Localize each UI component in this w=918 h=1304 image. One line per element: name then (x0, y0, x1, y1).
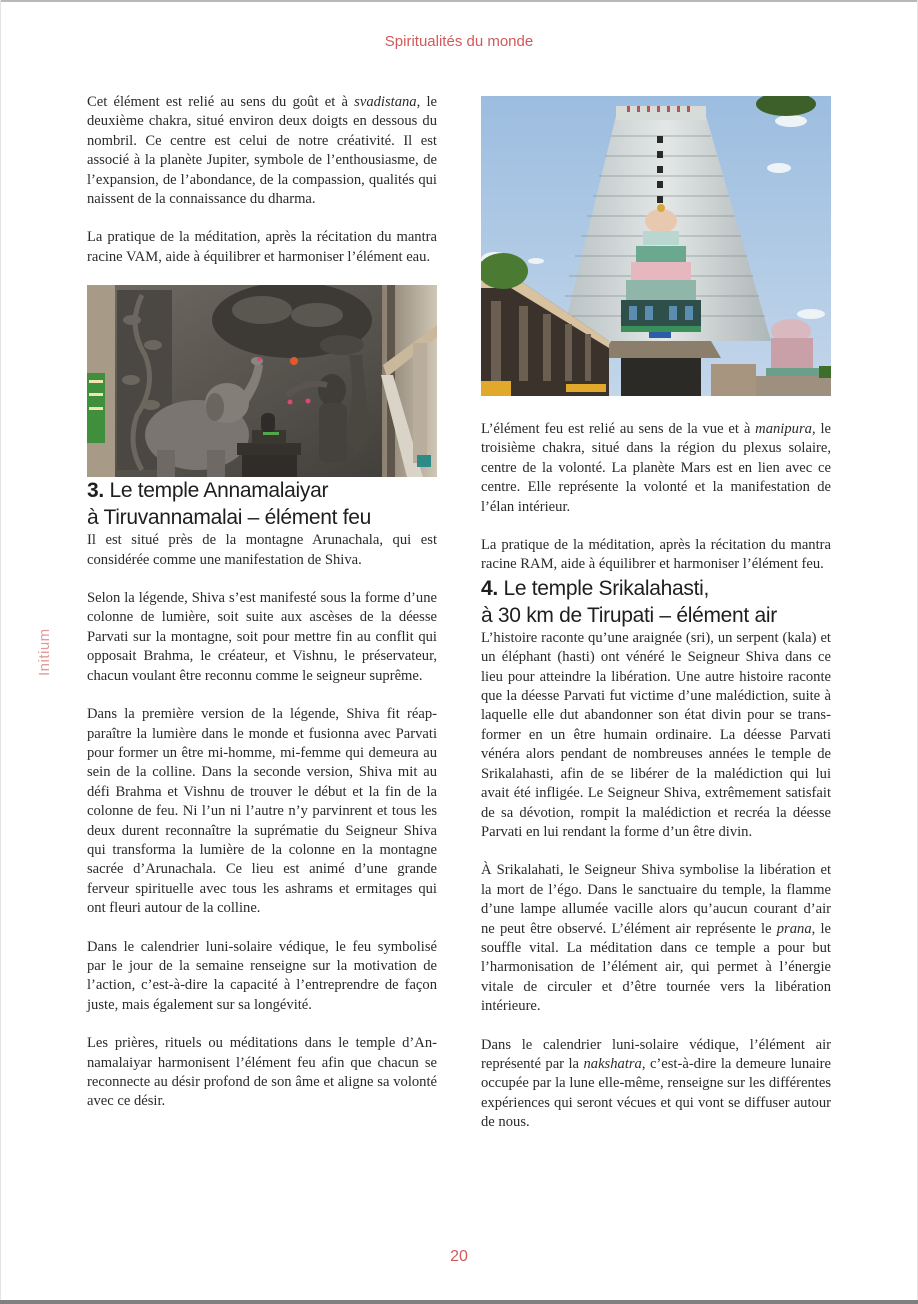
paragraph-vedic-calendar-fire: Dans le calendrier luni-solaire védique, le feu symbolisé par le jour de la semaine renseigne sur la motivation de l’action, c’est-à-dire la capacité à l’entreprendre de façon juste, mais également sur sa longévité. (87, 938, 437, 1013)
paragraph-prana: À Srikalahati, le Seigneur Shiva symbolise la libération et la mort de l’égo. Dans le sanctuaire du temple, la flamme d’une lampe allumée vacille alors qu’aucun courant d’air ne peut être observé. L’élément air représente le prana, le souffle vital. La méditation dans ce temple a pour but l’harmonisation de l’élément air, qui permet à l’énergie vitale de circuler et d’être tournée vers la libération intérieure. (481, 862, 831, 1015)
paragraph-prayers: Les prières, rituels ou méditations dans le temple d’Annamalaiyar harmonisent l’élément feu afin que chacun se reconnecte au désir profond de son âme et aligne sa volonté avec ce désir. (87, 1035, 437, 1110)
paragraph-ram-mantra: La pratique de la méditation, après la récitation du mantra racine RAM, aide à équilibrer et harmoniser l’élément feu. (481, 537, 831, 573)
paragraph-legend: Selon la légende, Shiva s’est manifesté sous la forme d’une colonne de lumière, soit suite aux ascèses de la déesse Parvati sur la montagne, soit pour mettre fin au conflit qui opposait Brahma, le créateur, et Vishnu, le préservateur, chacun voulant être reconnu comme le seigneur suprême. (87, 590, 437, 684)
left-column (87, 93, 437, 1112)
section-4-heading: 4. Le temple Srikalahasti, à 30 km de Tirupati – élément air (481, 576, 777, 627)
paragraph-manipura: L’élément feu est relié au sens de la vue et à manipura, le troisième chakra, situé dans la région du plexus solaire, centre de la volonté. La planète Mars est en lien avec ce centre. Elle représente la volonté et la manifestation de l’élan intérieur. (481, 421, 831, 515)
sculpture-photo (87, 285, 437, 477)
fire-text-block (481, 420, 831, 575)
page-left-edge (0, 0, 1, 1300)
photo-sculpture-icon (87, 285, 437, 477)
running-title: Spiritualités du monde (384, 33, 534, 50)
paragraph-nakshatra: Dans le calendrier luni-solaire védique, l’élément air représenté par la nakshatra, c’est-à-dire la demeure lunaire occupée par la lune elle-même, renseigne sur les différentes expériences qui seront vécues et qui vont se diffuser autour de nous. (481, 1036, 831, 1131)
photo-gopuram-icon (481, 96, 831, 396)
section-3-heading: 3. Le temple Annamalaiyar à Tiruvannamalai – élément feu (87, 479, 372, 530)
paragraph-arunachala: Il est situé près de la montagne Arunachala, qui est considérée comme une manifestation de Shiva. (87, 532, 437, 568)
paragraph-srikalahasti-story: L’histoire raconte qu’une araignée (sri), un serpent (kala) et un éléphant (hasti) ont vénéré le Seigneur Shiva dans ce lieu pour atteindre la libération. Une autre histoire raconte que la déesse Parvati fut victime d’une malédiction, suite à laquelle elle dut abandonner son état divin pour se transformer en un être humain ordinaire. La déesse Parvati vénéra alors pendant de nombreuses années le temple de Srikalahasti, afin de se libérer de la malédiction qui lui avait été infligée. Le Seigneur Shiva, extrêmement satisfait de sa dévotion, rompit la malédiction et recréa la déesse Parvati en lui rendant la forme d’un être divin. (481, 629, 831, 840)
gopuram-photo (481, 96, 831, 396)
paragraph-first-version: Dans la première version de la légende, Shiva fit réapparaître la lumière dans le monde et fusionna avec Parvati pour former un être mi-homme, mi-femme qui demeura au sein de la colline. Dans la seconde version, Shiva mit au défi Brahma et Vishnu de trouver le début et la fin de la colonne de feu. Ni l’un ni l’autre n’y parvinrent et tous les deux durent reconnaître la suprématie du Seigneur Shiva qui transforma la lumière de la colonne en la montagne sacrée d’Arunachala. Ce lieu est animé d’une grande ferveur spirituelle avec tous les ashrams et ermitages qui ont fleuri autour de la colline. (87, 706, 437, 917)
right-column (481, 96, 831, 1133)
side-label: Initium (36, 628, 53, 676)
page-number: 20 (450, 1248, 468, 1265)
paragraph-svadistana: Cet élément est relié au sens du goût et à svadistana, le deuxième chakra, situé environ deux doigts en dessous du nombril. Ce centre est celui de notre créativité. Il est associé à la planète Jupiter, symbole de l’enthousiasme, de l’expansion, de l’abondance, de la compassion, qualités qui naissent de la connaissance du dharma. (87, 94, 437, 208)
viewer-bottom-strip (0, 1300, 918, 1304)
paragraph-vam-mantra: La pratique de la méditation, après la récitation du mantra racine VAM, aide à équilibrer et harmoniser l’élément eau. (87, 229, 437, 265)
page-top-border (0, 0, 918, 2)
